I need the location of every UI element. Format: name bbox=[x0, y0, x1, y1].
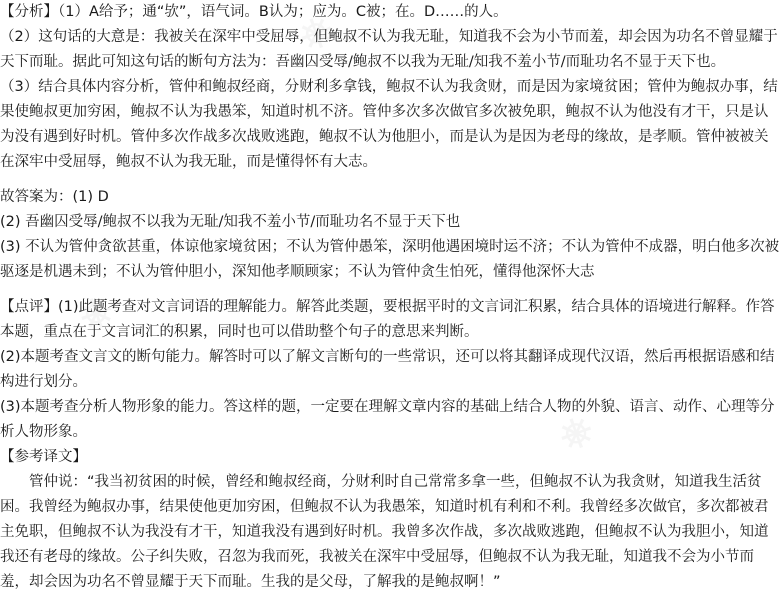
answer-1: 故答案为：(1) D bbox=[0, 189, 109, 205]
analysis-part-2: （2）这句话的大意是：我被关在深牢中受屈辱，但鲍叔不认为我无耻，知道我不会为小节而羞，却会因为功名不曾显耀于天下而耻。据此可知这句话的断句方法为：吾幽囚受辱/鲍叔不以我为无耻/知我不羞小节/而耻功名不显于天下也。 bbox=[0, 29, 778, 70]
answer-section bbox=[0, 185, 780, 285]
comment-2: (2)本题考查文言文的断句能力。解答时可以了解文言断句的一些常识，还可以将其翻译成现代汉语，然后再根据语感和结构进行划分。 bbox=[0, 349, 775, 390]
comment-3: (3)本题考查分析人物形象的能力。答这样的题，一定要在理解文章内容的基础上结合人物的外貌、语言、动作、心理等分析人物形象。 bbox=[0, 399, 775, 440]
answer-2: (2) 吾幽囚受辱/鲍叔不以我为无耻/知我不羞小节/而耻功名不显于天下也 bbox=[0, 214, 461, 230]
spacer bbox=[0, 175, 780, 185]
analysis-part-1: 【分析】（1）A给予；通“欤”，语气词。B认为；应为。C被；在。D……的人。 bbox=[0, 4, 508, 20]
translation-section bbox=[0, 445, 780, 595]
spacer bbox=[0, 285, 780, 295]
answer-3: (3) 不认为管仲贪欲甚重，体谅他家境贫困；不认为管仲愚笨，深明他遇困境时运不济；不认为管仲不成器，明白他多次被驱逐是机遇未到；不认为管仲胆小，深知他孝顺顾家；不认为管仲贪生怕死，懂得他深怀大志 bbox=[0, 239, 780, 280]
translation-body: 管仲说：“我当初贫困的时候，曾经和鲍叔经商，分财利时自己常常多拿一些，但鲍叔不认为我贪财，知道我生活贫困。我曾经为鲍叔办事，结果使他更加穷困，但鲍叔不认为我愚笨，知道时机有利和不利。我曾经多次做官，多次都被君主免职，但鲍叔不认为我没有才干，知道我没有遇到好时机。我曾多次作战，多次战败逃跑，但鲍叔不认为我胆小，知道我还有老母的缘故。公子纠失败，召忽为我而死，我被关在深牢中受屈辱，但鲍叔不认为我无耻，知道我不会为小节而羞，却会因为功名不曾显耀于天下而耻。生我的是父母，了解我的是鲍叔啊！” bbox=[0, 474, 769, 590]
analysis-part-3: （3）结合具体内容分析，管仲和鲍叔经商，分财利多拿钱，鲍叔不认为我贪财，而是因为家境贫困；管仲为鲍叔办事，结果使鲍叔更加穷困，鲍叔不认为我愚笨，知道时机不济。管仲多次多次做官多次被免职，鲍叔不认为他没有才干，只是认为没有遇到好时机。管仲多次作战多次战败逃跑，鲍叔不认为他胆小，而是认为是因为老母的缘故，是孝顺。管仲被被关在深牢中受屈辱，鲍叔不认为我无耻，而是懂得怀有大志。 bbox=[0, 79, 778, 170]
translation-heading: 【参考译文】 bbox=[0, 449, 87, 465]
comment-section bbox=[0, 295, 780, 445]
analysis-section bbox=[0, 0, 780, 175]
comment-1: 【点评】(1)此题考查对文言词语的理解能力。解答此类题，要根据平时的文言词汇积累，结合具体的语境进行解释。作答本题，重点在于文言词汇的积累，同时也可以借助整个句子的意思来判断。 bbox=[0, 299, 775, 340]
